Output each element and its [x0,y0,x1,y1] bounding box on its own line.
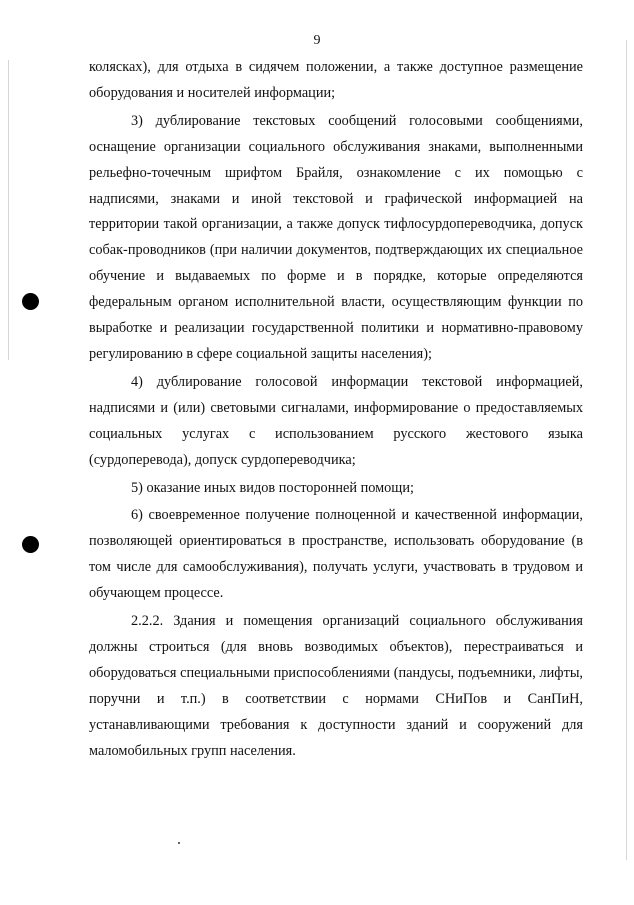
scan-artifact [178,842,180,844]
paragraph-item-4: 4) дублирование голосовой информации текстовой информацией, надписями и (или) световыми сигналами, информирование о предоставляемых социальных услугах с использованием русского жестового языка (сурдоперевода), допуск сурдопереводчика; [89,373,583,468]
paragraph-item-5: 5) оказание иных видов посторонней помощи; [131,479,414,496]
punch-hole-bottom [22,536,39,553]
paragraph-section-2-2-2: 2.2.2. Здания и помещения организаций социального обслуживания должны строиться (для вновь возводимых объектов), перестраиваться и оборудоваться специальными приспособлениями (пандусы, подъемники, лифты, поручни и т.п.) в соответствии с нормами СНиПов и СанПиН, устанавливающими требования к доступности зданий и сооружений для маломобильных групп населения. [89,613,583,759]
punch-hole-top [22,293,39,310]
scan-edge-line [8,60,9,360]
scan-edge-line-right [626,40,627,860]
page-number: 9 [313,33,321,48]
paragraph-continuation: колясках), для отдыха в сидячем положении, а также доступное размещение оборудования и носителей информации; [89,59,583,101]
document-body [89,55,583,764]
paragraph-item-3: 3) дублирование текстовых сообщений голосовыми сообщениями, оснащение организации социального обслуживания знаками, выполненными рельефно-точечным шрифтом Брайля, ознакомление с их помощью с надписями, знаками и иной текстовой и графической информацией на территории такой организации, а также допуск тифлосурдопереводчика, допуск собак-проводников (при наличии документов, подтверждающих их специальное обучение и выдаваемых по форме и в порядке, которые определяются федеральным органом исполнительной власти, осуществляющим функции по выработке и реализации государственной политики и нормативно-правовому регулированию в сфере социальной защиты населения); [89,112,583,362]
paragraph-item-6: 6) своевременное получение полноценной и качественной информации, позволяющей ориентироваться в пространстве, использовать оборудование (в том числе для самообслуживания), получать услуги, участвовать в трудовом и обучающем процессе. [89,507,583,602]
